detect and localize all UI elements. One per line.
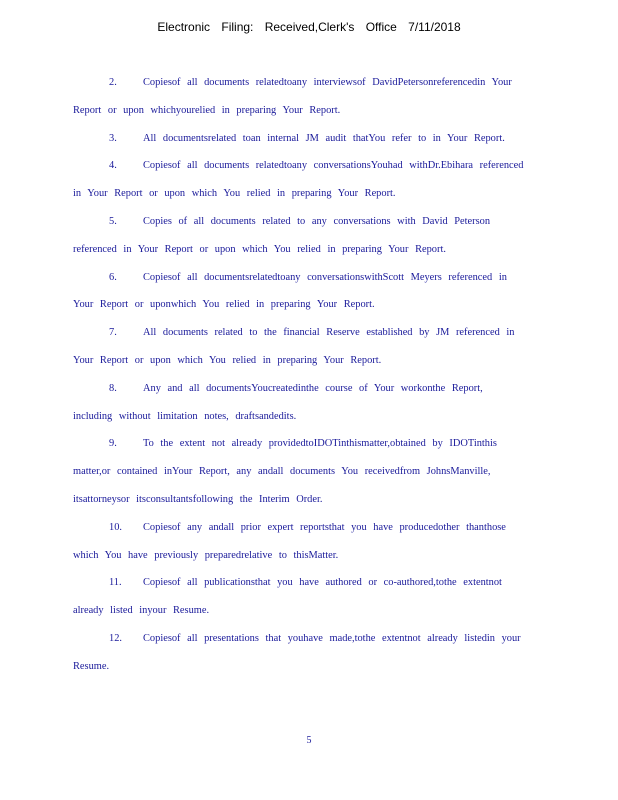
item-number: 6.: [109, 271, 117, 283]
item-text: Copiesof all presentations that youhave made,tothe extentnot already listedin your Resume.: [73, 632, 521, 672]
item-text: To the extent not already providedtoIDOTinthismatter,obtained by IDOTinthis matter,or contained inYour Report, any andall documents You receivedfrom JohnsManville, itsattorneysor itsconsultantsfollowing the Interim Order.: [73, 438, 497, 505]
item-number: 10.: [109, 521, 122, 533]
list-item: [73, 569, 525, 625]
filing-stamp-header: Electronic Filing: Received,Clerk's Office 7/11/2018: [157, 20, 461, 34]
item-number: 9.: [109, 438, 117, 450]
item-number: 7.: [109, 327, 117, 339]
item-text: Copiesof all documentsrelatedtoany conversationswithScott Meyers referenced in Your Report or uponwhich You relied in preparing Your Report.: [73, 271, 507, 311]
item-text: Copiesof any andall prior expert reportsthat you have producedother thanthose which You have previously preparedrelative to thisMatter.: [73, 521, 506, 561]
list-item: [73, 264, 525, 320]
list-item: [73, 125, 525, 153]
item-text: Copies of all documents related to any conversations with David Peterson referenced in Your Report or upon which You relied in preparing Your Report.: [73, 215, 491, 255]
item-number: 5.: [109, 215, 117, 227]
page-number: 5: [306, 735, 312, 746]
list-item: [73, 319, 525, 375]
list-item: [73, 625, 525, 681]
item-number: 12.: [109, 632, 122, 644]
list-item: [73, 375, 525, 431]
item-text: Copiesof all documents relatedtoany interviewsof DavidPetersonreferencedin Your Report or upon whichyourelied in preparing Your Report.: [73, 77, 512, 116]
item-number: 8.: [109, 382, 117, 394]
item-text: All documentsrelated toan internal JM audit thatYou refer to in Your Report.: [143, 132, 505, 144]
list-item: [73, 430, 525, 513]
document-body: [73, 69, 525, 681]
item-number: 4.: [109, 160, 117, 172]
item-text: Any and all documentsYoucreatedinthe course of Your workonthe Report, including without limitation notes, draftsandedits.: [73, 382, 483, 422]
item-number: 2.: [109, 77, 117, 88]
item-text: Copiesof all documents relatedtoany conversationsYouhad withDr.Ebihara referenced in Your Report or upon which You relied in preparing Your Report.: [73, 160, 524, 200]
list-item: [73, 152, 525, 208]
list-item: [73, 514, 525, 570]
item-number: 3.: [109, 132, 117, 144]
item-text: All documents related to the financial Reserve established by JM referenced in Your Report or upon which You relied in preparing Your Report.: [73, 327, 515, 366]
list-item: [73, 208, 525, 264]
list-item: [73, 69, 525, 125]
item-text: Copiesof all publicationsthat you have authored or co-authored,tothe extentnot already listed inyour Resume.: [73, 577, 502, 617]
item-number: 11.: [109, 577, 122, 589]
